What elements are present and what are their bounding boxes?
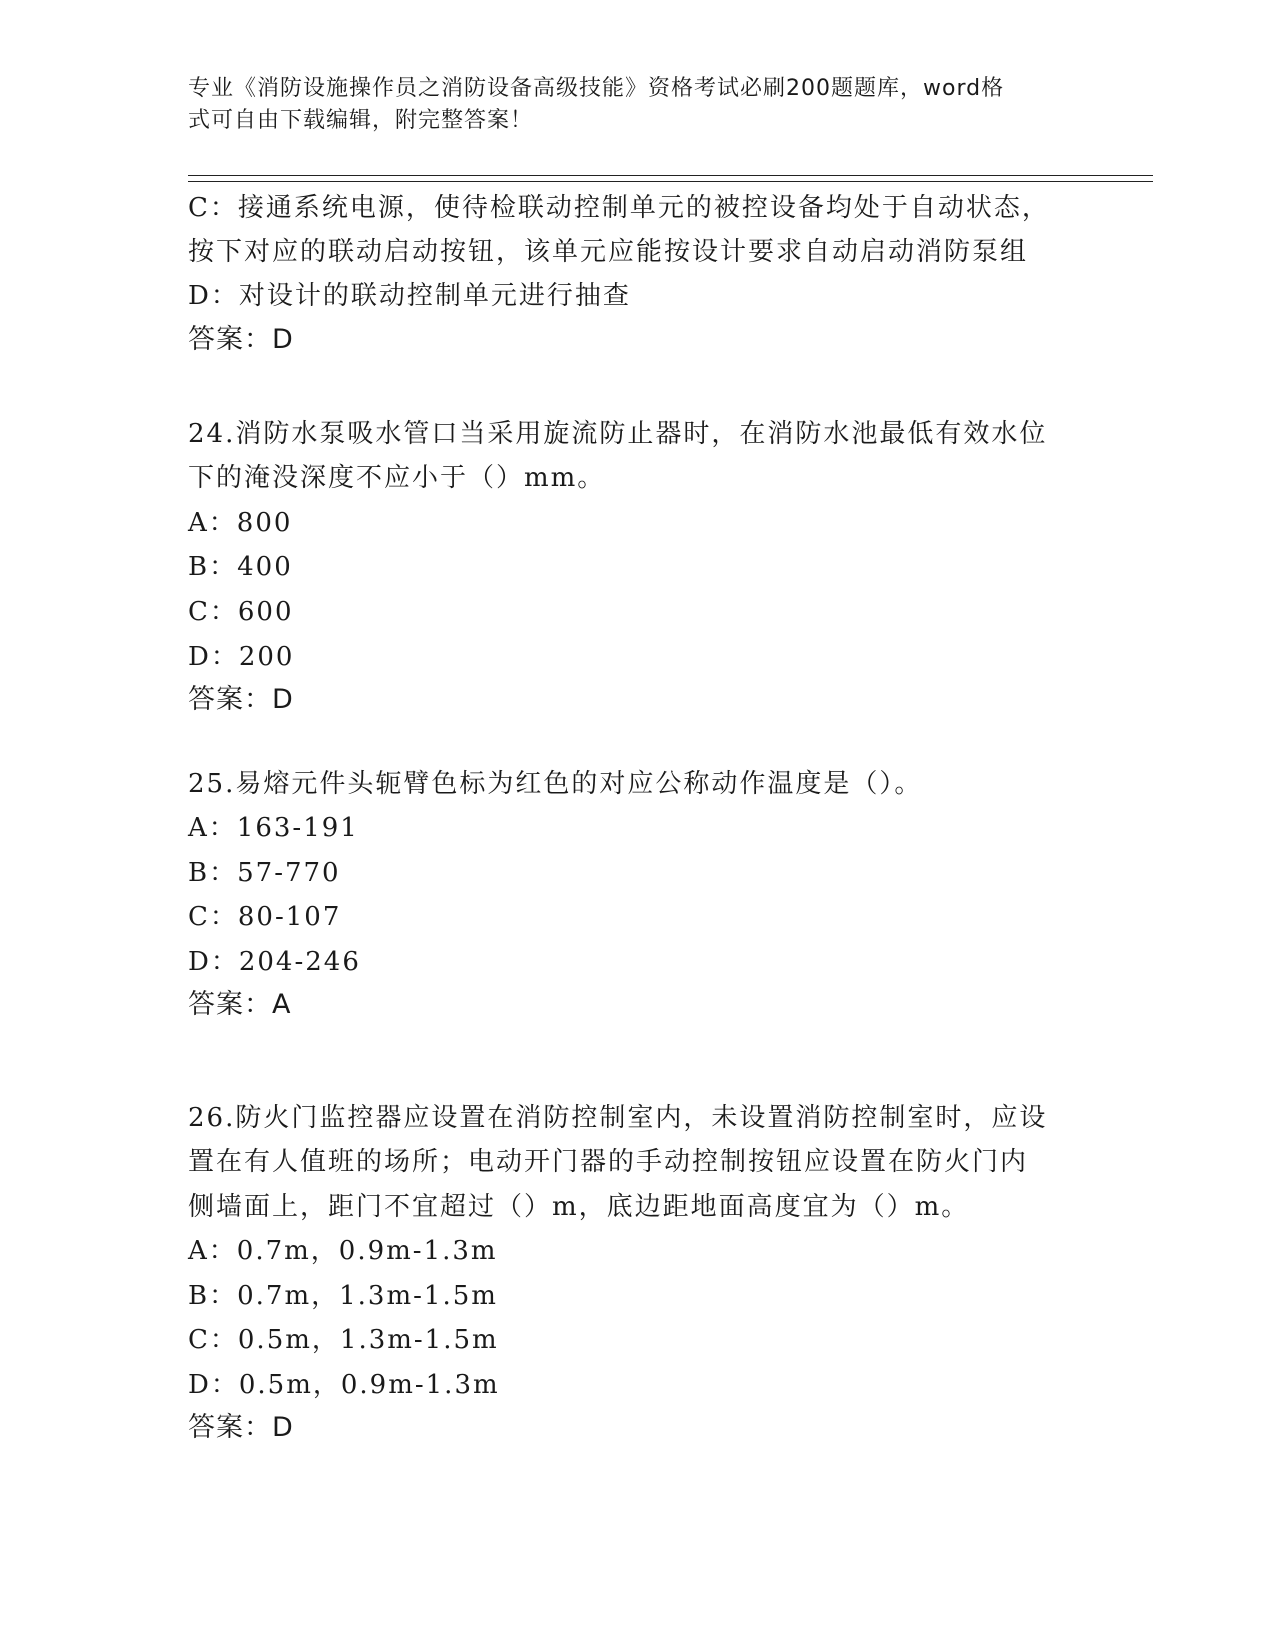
q24-stem-line-1: 24.消防水泵吸水管口当采用旋流防止器时，在消防水池最低有效水位 xyxy=(188,419,1048,449)
q24-option-c: C：600 xyxy=(188,597,294,627)
header-note-line-2: 式可自由下载编辑，附完整答案！ xyxy=(188,108,534,133)
header-divider-top xyxy=(188,175,1153,176)
q23-answer: 答案：D xyxy=(188,324,294,355)
header-divider-bottom xyxy=(188,181,1153,182)
q23-option-c-line-1: C：接通系统电源，使待检联动控制单元的被控设备均处于自动状态， xyxy=(188,193,1050,223)
q26-stem-line-3: 侧墙面上，距门不宜超过（）m，底边距地面高度宜为（）m。 xyxy=(188,1192,970,1222)
q24-option-a: A：800 xyxy=(188,508,293,538)
q24-answer: 答案：D xyxy=(188,684,294,715)
q25-option-a: A：163-191 xyxy=(188,813,359,843)
q26-option-c: C：0.5m，1.3m-1.5m xyxy=(188,1325,499,1355)
q26-option-d: D：0.5m，0.9m-1.3m xyxy=(188,1370,500,1400)
q25-option-b: B：57-770 xyxy=(188,858,341,888)
q25-option-d: D：204-246 xyxy=(188,947,361,977)
q24-option-b: B：400 xyxy=(188,552,293,582)
q26-stem-line-1: 26.防火门监控器应设置在消防控制室内，未设置消防控制室时，应设 xyxy=(188,1103,1048,1133)
q25-stem-line-1: 25.易熔元件头轭臂色标为红色的对应公称动作温度是（）。 xyxy=(188,769,923,799)
q24-option-d: D：200 xyxy=(188,642,295,672)
q24-stem-line-2: 下的淹没深度不应小于（）mm。 xyxy=(188,463,606,493)
q25-answer: 答案：A xyxy=(188,989,292,1020)
header-note-line-1: 专业《消防设施操作员之消防设备高级技能》资格考试必刷200题题库，word格 xyxy=(188,76,1005,101)
q23-option-d: D：对设计的联动控制单元进行抽查 xyxy=(188,281,631,311)
q25-option-c: C：80-107 xyxy=(188,902,342,932)
q26-option-a: A：0.7m，0.9m-1.3m xyxy=(188,1236,498,1266)
q23-option-c-line-2: 按下对应的联动启动按钮，该单元应能按设计要求自动启动消防泵组 xyxy=(188,237,1029,267)
q26-stem-line-2: 置在有人值班的场所；电动开门器的手动控制按钮应设置在防火门内 xyxy=(188,1147,1029,1177)
q26-option-b: B：0.7m，1.3m-1.5m xyxy=(188,1281,498,1311)
q26-answer: 答案：D xyxy=(188,1412,294,1443)
document-header-note xyxy=(188,73,1068,137)
